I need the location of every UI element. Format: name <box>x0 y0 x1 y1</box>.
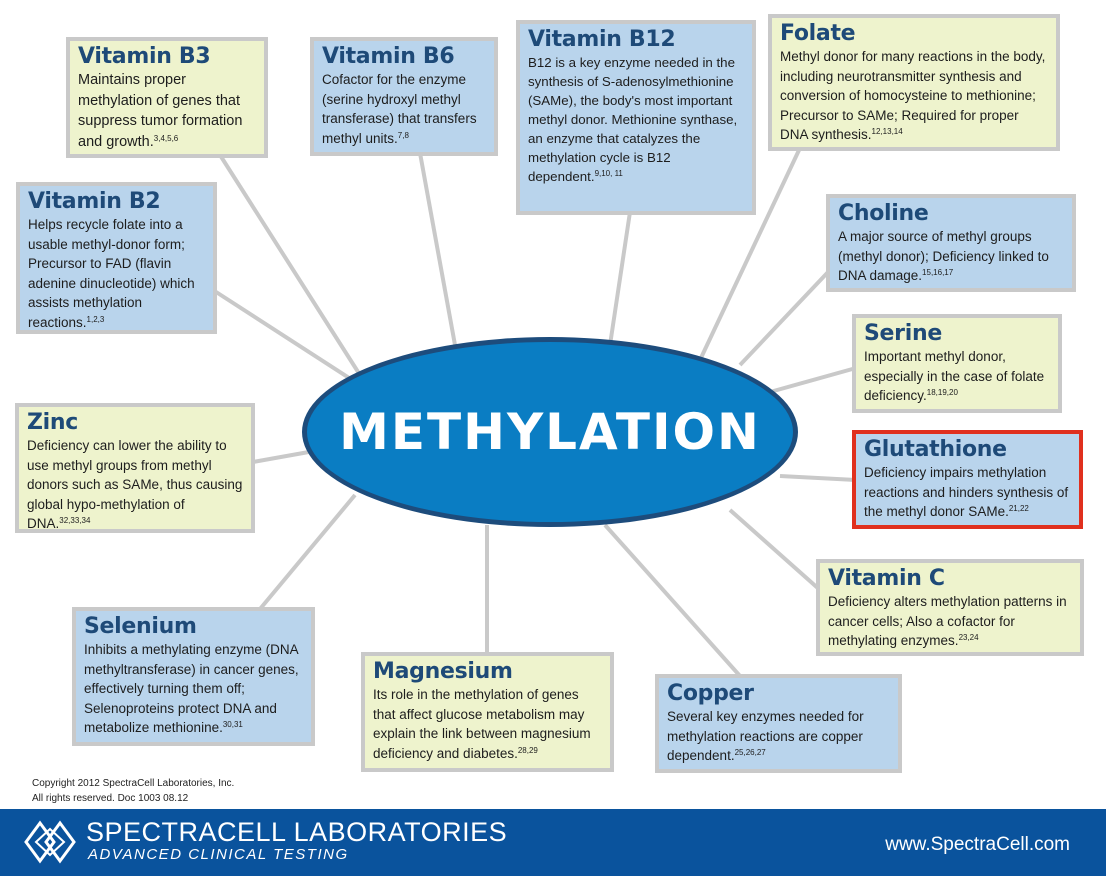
node-choline <box>826 194 1076 292</box>
node-title: Vitamin B3 <box>78 44 211 69</box>
node-title: Folate <box>780 21 856 46</box>
node-text: Methyl donor for many reactions in the body, including neurotransmitter synthesis and conversion of homocysteine to methionine; Precursor to SAMe; Required for proper DNA synthesis. <box>780 49 1046 142</box>
node-refs: 23,24 <box>958 633 979 642</box>
node-text: Deficiency alters methylation patterns in cancer cells; Also a cofactor for methylating enzymes. <box>828 594 1067 648</box>
node-refs: 30,31 <box>222 720 243 729</box>
connector-copper <box>605 525 740 676</box>
node-text: Cofactor for the enzyme (serine hydroxyl methyl transferase) that transfers methyl units. <box>322 72 477 146</box>
brand-name: SPECTRACELL LABORATORIES <box>86 817 508 847</box>
brand-tagline: ADVANCED CLINICAL TESTING <box>88 846 349 863</box>
node-title: Vitamin B2 <box>28 189 161 214</box>
spectracell-logo-icon <box>22 817 80 867</box>
node-text: Its role in the methylation of genes that affect glucose metabolism may explain the link between magnesium deficiency and diabetes. <box>373 687 591 761</box>
node-title: Vitamin B12 <box>528 27 676 52</box>
node-vitamin-b2 <box>16 182 217 334</box>
methylation-center <box>302 337 798 527</box>
node-text: Helps recycle folate into a usable methyl-donor form; Precursor to FAD (flavin adenine dinucleotide) which assists methylation reactions. <box>28 217 195 330</box>
copyright-line: Copyright 2012 SpectraCell Laboratories, Inc. <box>32 778 235 789</box>
node-selenium <box>72 607 315 746</box>
node-text: Important methyl donor, especially in the case of folate deficiency. <box>864 349 1045 403</box>
node-magnesium <box>361 652 614 772</box>
node-refs: 15,16,17 <box>922 268 954 277</box>
node-text: Deficiency can lower the ability to use methyl groups from methyl donors such as SAMe, thus causing global hypo-methylation of DNA. <box>27 438 243 531</box>
node-refs: 21,22 <box>1008 504 1029 513</box>
node-vitamin-b6 <box>310 37 498 156</box>
center-label: METHYLATION <box>339 403 761 461</box>
node-text: A major source of methyl groups (methyl donor); Deficiency linked to DNA damage. <box>838 229 1049 283</box>
node-serine <box>852 314 1062 413</box>
node-vitamin-b12 <box>516 20 756 215</box>
node-title: Copper <box>667 681 754 706</box>
node-glutathione <box>852 430 1083 529</box>
node-text: Inhibits a methylating enzyme (DNA methyltransferase) in cancer genes, effectively turning them off; Selenoproteins protect DNA and metabolize methionine. <box>84 642 299 735</box>
copyright <box>32 776 234 806</box>
node-folate <box>768 14 1060 151</box>
node-text: B12 is a key enzyme needed in the synthesis of S-adenosylmethionine (SAMe), the body's most important methyl donor. Methionine synthase, an enzyme that catalyzes the methylation cycle is B12 dependent. <box>528 55 738 184</box>
node-refs: 12,13,14 <box>871 127 903 136</box>
node-refs: 1,2,3 <box>86 314 105 324</box>
connector-b6 <box>420 153 455 345</box>
footer-banner <box>0 809 1106 876</box>
connector-glutathione <box>780 476 856 480</box>
node-title: Vitamin B6 <box>322 44 455 69</box>
node-vitamin-c <box>816 559 1084 656</box>
connector-b12 <box>610 212 630 345</box>
node-title: Glutathione <box>864 437 1007 462</box>
node-title: Selenium <box>84 614 197 639</box>
node-refs: 9,10, 11 <box>594 169 623 178</box>
connector-vitc <box>730 510 820 590</box>
node-title: Vitamin C <box>828 566 945 591</box>
website-link[interactable]: www.SpectraCell.com <box>885 834 1070 855</box>
node-refs: 7,8 <box>397 130 409 140</box>
node-refs: 32,33,34 <box>59 516 91 525</box>
node-vitamin-b3 <box>66 37 268 158</box>
node-title: Zinc <box>27 410 78 435</box>
node-title: Serine <box>864 321 942 346</box>
node-text: Maintains proper methylation of genes that suppress tumor formation and growth. <box>78 72 243 150</box>
node-refs: 28,29 <box>517 745 538 755</box>
node-text: Deficiency impairs methylation reactions and hinders synthesis of the methyl donor SAMe. <box>864 465 1069 519</box>
node-copper <box>655 674 902 773</box>
node-refs: 3,4,5,6 <box>153 133 179 143</box>
copyright-line: All rights reserved. Doc 1003 08.12 <box>32 793 189 804</box>
node-refs: 25,26,27 <box>734 748 766 757</box>
node-title: Magnesium <box>373 659 513 684</box>
node-title: Choline <box>838 201 929 226</box>
connector-selenium <box>260 495 355 609</box>
node-text: Several key enzymes needed for methylation reactions are copper dependent. <box>667 709 864 763</box>
node-refs: 18,19,20 <box>926 388 958 397</box>
connector-serine <box>770 368 856 392</box>
node-zinc <box>15 403 255 533</box>
connector-choline <box>740 270 830 365</box>
